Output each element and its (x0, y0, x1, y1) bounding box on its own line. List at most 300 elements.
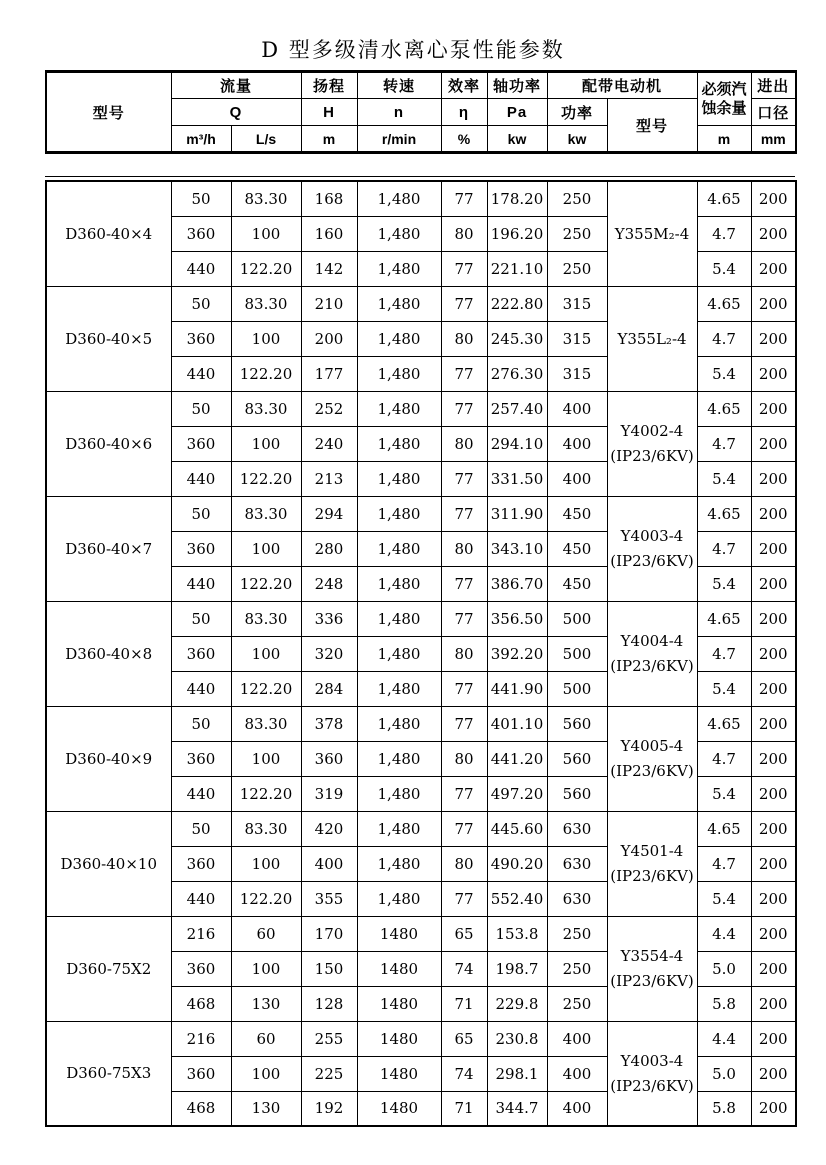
speed-cell: 1480 (357, 986, 441, 1021)
flow-m3h-cell: 440 (171, 881, 231, 916)
head-cell: 192 (301, 1091, 357, 1126)
header-motor-power-unit: kw (547, 126, 607, 153)
head-cell: 170 (301, 916, 357, 951)
flow-ls-cell: 122.20 (231, 881, 301, 916)
efficiency-cell: 80 (441, 846, 487, 881)
flow-m3h-cell: 360 (171, 636, 231, 671)
shaft-power-cell: 298.1 (487, 1056, 547, 1091)
header-port-line1: 进出 (751, 72, 796, 99)
motor-power-cell: 500 (547, 636, 607, 671)
speed-cell: 1,480 (357, 881, 441, 916)
port-cell: 200 (751, 181, 796, 216)
port-cell: 200 (751, 846, 796, 881)
pump-model-cell: D360-40×7 (46, 496, 171, 601)
header-pump-model: 型号 (46, 72, 171, 153)
efficiency-cell: 77 (441, 181, 487, 216)
pump-model-cell: D360-75X3 (46, 1021, 171, 1126)
shaft-power-cell: 441.90 (487, 671, 547, 706)
table-row (46, 181, 796, 216)
flow-ls-cell: 100 (231, 636, 301, 671)
flow-m3h-cell: 50 (171, 181, 231, 216)
speed-cell: 1,480 (357, 741, 441, 776)
shaft-power-cell: 331.50 (487, 461, 547, 496)
motor-name: Y3554-4 (620, 947, 684, 965)
speed-cell: 1480 (357, 1091, 441, 1126)
efficiency-cell: 80 (441, 426, 487, 461)
efficiency-cell: 74 (441, 1056, 487, 1091)
motor-power-cell: 450 (547, 566, 607, 601)
header-shaft-power-unit: kw (487, 126, 547, 153)
speed-cell: 1480 (357, 1021, 441, 1056)
speed-cell: 1,480 (357, 776, 441, 811)
npsh-cell: 4.65 (697, 496, 751, 531)
motor-power-cell: 250 (547, 986, 607, 1021)
efficiency-cell: 77 (441, 881, 487, 916)
npsh-cell: 4.65 (697, 601, 751, 636)
motor-power-cell: 250 (547, 251, 607, 286)
motor-power-cell: 315 (547, 356, 607, 391)
flow-ls-cell: 60 (231, 916, 301, 951)
port-cell: 200 (751, 531, 796, 566)
port-cell: 200 (751, 496, 796, 531)
flow-ls-cell: 83.30 (231, 601, 301, 636)
speed-cell: 1480 (357, 1056, 441, 1091)
head-cell: 248 (301, 566, 357, 601)
port-cell: 200 (751, 1091, 796, 1126)
flow-ls-cell: 122.20 (231, 776, 301, 811)
motor-power-cell: 250 (547, 216, 607, 251)
motor-power-cell: 315 (547, 321, 607, 356)
npsh-cell: 4.7 (697, 216, 751, 251)
npsh-cell: 5.0 (697, 951, 751, 986)
header-speed-symbol: n (357, 99, 441, 126)
speed-cell: 1,480 (357, 496, 441, 531)
motor-note: (IP23/6KV) (610, 972, 694, 990)
flow-m3h-cell: 440 (171, 776, 231, 811)
speed-cell: 1,480 (357, 706, 441, 741)
shaft-power-cell: 153.8 (487, 916, 547, 951)
port-cell: 200 (751, 951, 796, 986)
speed-cell: 1,480 (357, 531, 441, 566)
shaft-power-cell: 294.10 (487, 426, 547, 461)
efficiency-cell: 77 (441, 391, 487, 426)
port-cell: 200 (751, 741, 796, 776)
flow-m3h-cell: 50 (171, 601, 231, 636)
port-cell: 200 (751, 286, 796, 321)
motor-power-cell: 560 (547, 741, 607, 776)
efficiency-cell: 80 (441, 741, 487, 776)
pump-model-cell: D360-40×4 (46, 181, 171, 286)
header-efficiency-unit: % (441, 126, 487, 153)
npsh-cell: 5.4 (697, 776, 751, 811)
port-cell: 200 (751, 321, 796, 356)
pump-model-cell: D360-40×5 (46, 286, 171, 391)
motor-model-cell (607, 1021, 697, 1126)
head-cell: 400 (301, 846, 357, 881)
efficiency-cell: 77 (441, 671, 487, 706)
efficiency-cell: 77 (441, 566, 487, 601)
motor-name: Y4003-4 (620, 1051, 684, 1070)
header-flow: 流量 (171, 72, 301, 99)
header-port-unit: mm (751, 126, 796, 153)
npsh-cell: 4.7 (697, 426, 751, 461)
port-cell: 200 (751, 706, 796, 741)
motor-note: (IP23/6KV) (610, 1076, 694, 1095)
motor-note: (IP23/6KV) (610, 762, 694, 780)
flow-ls-cell: 122.20 (231, 461, 301, 496)
motor-model-cell (607, 601, 697, 706)
flow-ls-cell: 100 (231, 1056, 301, 1091)
efficiency-cell: 74 (441, 951, 487, 986)
motor-model-cell (607, 706, 697, 811)
head-cell: 150 (301, 951, 357, 986)
flow-m3h-cell: 440 (171, 356, 231, 391)
shaft-power-cell: 386.70 (487, 566, 547, 601)
flow-m3h-cell: 50 (171, 496, 231, 531)
table-row (46, 601, 796, 636)
motor-power-cell: 500 (547, 671, 607, 706)
speed-cell: 1480 (357, 916, 441, 951)
motor-power-cell: 250 (547, 951, 607, 986)
motor-name: Y4005-4 (620, 737, 684, 755)
shaft-power-cell: 552.40 (487, 881, 547, 916)
shaft-power-cell: 445.60 (487, 811, 547, 846)
motor-model-cell (607, 181, 697, 286)
motor-model-cell (607, 811, 697, 916)
npsh-cell: 5.4 (697, 251, 751, 286)
head-cell: 240 (301, 426, 357, 461)
flow-m3h-cell: 50 (171, 706, 231, 741)
table-row (46, 286, 796, 321)
npsh-cell: 5.8 (697, 986, 751, 1021)
efficiency-cell: 77 (441, 776, 487, 811)
motor-power-cell: 250 (547, 181, 607, 216)
data-table-wrapper (45, 176, 795, 1127)
port-cell: 200 (751, 391, 796, 426)
port-cell: 200 (751, 881, 796, 916)
motor-power-cell: 250 (547, 916, 607, 951)
header-table (45, 70, 797, 154)
speed-cell: 1,480 (357, 286, 441, 321)
npsh-cell: 4.65 (697, 811, 751, 846)
port-cell: 200 (751, 1021, 796, 1056)
motor-power-cell: 450 (547, 531, 607, 566)
shaft-power-cell: 392.20 (487, 636, 547, 671)
header-speed: 转速 (357, 72, 441, 99)
flow-m3h-cell: 360 (171, 951, 231, 986)
head-cell: 255 (301, 1021, 357, 1056)
flow-m3h-cell: 440 (171, 671, 231, 706)
npsh-cell: 4.7 (697, 636, 751, 671)
speed-cell: 1,480 (357, 251, 441, 286)
motor-power-cell: 400 (547, 1021, 607, 1056)
table-row (46, 706, 796, 741)
flow-m3h-cell: 360 (171, 846, 231, 881)
efficiency-cell: 71 (441, 986, 487, 1021)
shaft-power-cell: 356.50 (487, 601, 547, 636)
head-cell: 294 (301, 496, 357, 531)
pump-model-cell: D360-40×10 (46, 811, 171, 916)
motor-power-cell: 500 (547, 601, 607, 636)
speed-cell: 1,480 (357, 566, 441, 601)
motor-name: Y4002-4 (620, 422, 684, 440)
speed-cell: 1,480 (357, 356, 441, 391)
data-table (45, 180, 797, 1127)
flow-ls-cell: 100 (231, 741, 301, 776)
flow-ls-cell: 122.20 (231, 566, 301, 601)
flow-ls-cell: 83.30 (231, 811, 301, 846)
header-row-1 (46, 72, 796, 99)
motor-power-cell: 630 (547, 846, 607, 881)
head-cell: 336 (301, 601, 357, 636)
port-cell: 200 (751, 216, 796, 251)
npsh-cell: 5.0 (697, 1056, 751, 1091)
head-cell: 284 (301, 671, 357, 706)
npsh-cell: 4.65 (697, 706, 751, 741)
head-cell: 177 (301, 356, 357, 391)
shaft-power-cell: 311.90 (487, 496, 547, 531)
motor-name: Y4501-4 (620, 842, 684, 860)
shaft-power-cell: 344.7 (487, 1091, 547, 1126)
flow-ls-cell: 122.20 (231, 251, 301, 286)
motor-name: Y355L₂-4 (617, 329, 687, 348)
head-cell: 128 (301, 986, 357, 1021)
npsh-cell: 5.4 (697, 461, 751, 496)
head-cell: 168 (301, 181, 357, 216)
npsh-cell: 4.7 (697, 846, 751, 881)
header-speed-unit: r/min (357, 126, 441, 153)
npsh-cell: 4.65 (697, 391, 751, 426)
motor-note: (IP23/6KV) (610, 447, 694, 465)
table-row (46, 496, 796, 531)
page-title: D 型多级清水离心泵性能参数 (261, 38, 565, 62)
speed-cell: 1,480 (357, 461, 441, 496)
head-cell: 252 (301, 391, 357, 426)
motor-note: (IP23/6KV) (610, 657, 694, 675)
flow-ls-cell: 83.30 (231, 181, 301, 216)
shaft-power-cell: 257.40 (487, 391, 547, 426)
flow-m3h-cell: 360 (171, 426, 231, 461)
head-cell: 225 (301, 1056, 357, 1091)
speed-cell: 1,480 (357, 601, 441, 636)
flow-m3h-cell: 360 (171, 531, 231, 566)
port-cell: 200 (751, 671, 796, 706)
table-row (46, 391, 796, 426)
head-cell: 210 (301, 286, 357, 321)
head-cell: 355 (301, 881, 357, 916)
flow-ls-cell: 100 (231, 426, 301, 461)
port-cell: 200 (751, 916, 796, 951)
shaft-power-cell: 222.80 (487, 286, 547, 321)
table-row (46, 916, 796, 951)
head-cell: 213 (301, 461, 357, 496)
flow-m3h-cell: 440 (171, 251, 231, 286)
speed-cell: 1,480 (357, 216, 441, 251)
speed-cell: 1,480 (357, 671, 441, 706)
head-cell: 320 (301, 636, 357, 671)
shaft-power-cell: 229.8 (487, 986, 547, 1021)
flow-ls-cell: 83.30 (231, 391, 301, 426)
npsh-cell: 5.8 (697, 1091, 751, 1126)
table-row (46, 811, 796, 846)
header-shaft-power: 轴功率 (487, 72, 547, 99)
shaft-power-cell: 221.10 (487, 251, 547, 286)
header-efficiency-symbol: η (441, 99, 487, 126)
efficiency-cell: 80 (441, 321, 487, 356)
npsh-cell: 4.7 (697, 741, 751, 776)
speed-cell: 1,480 (357, 181, 441, 216)
header-efficiency: 效率 (441, 72, 487, 99)
npsh-cell: 5.4 (697, 356, 751, 391)
port-cell: 200 (751, 251, 796, 286)
port-cell: 200 (751, 1056, 796, 1091)
motor-note: (IP23/6KV) (610, 867, 694, 885)
port-cell: 200 (751, 356, 796, 391)
flow-ls-cell: 100 (231, 216, 301, 251)
flow-m3h-cell: 360 (171, 321, 231, 356)
head-cell: 200 (301, 321, 357, 356)
flow-ls-cell: 100 (231, 531, 301, 566)
npsh-cell: 4.7 (697, 321, 751, 356)
speed-cell: 1,480 (357, 426, 441, 461)
flow-m3h-cell: 360 (171, 1056, 231, 1091)
flow-ls-cell: 122.20 (231, 356, 301, 391)
motor-power-cell: 400 (547, 1091, 607, 1126)
npsh-cell: 5.4 (697, 566, 751, 601)
npsh-cell: 4.65 (697, 181, 751, 216)
port-cell: 200 (751, 811, 796, 846)
motor-power-cell: 400 (547, 426, 607, 461)
efficiency-cell: 65 (441, 1021, 487, 1056)
flow-m3h-cell: 360 (171, 216, 231, 251)
motor-note: (IP23/6KV) (610, 552, 694, 570)
motor-power-cell: 560 (547, 706, 607, 741)
motor-power-cell: 400 (547, 461, 607, 496)
shaft-power-cell: 276.30 (487, 356, 547, 391)
efficiency-cell: 77 (441, 601, 487, 636)
motor-model-cell (607, 916, 697, 1021)
shaft-power-cell: 230.8 (487, 1021, 547, 1056)
header-npsh-line1: 必须汽 (701, 81, 747, 98)
header-head-unit: m (301, 126, 357, 153)
head-cell: 378 (301, 706, 357, 741)
motor-model-cell (607, 286, 697, 391)
flow-m3h-cell: 50 (171, 391, 231, 426)
flow-m3h-cell: 468 (171, 986, 231, 1021)
efficiency-cell: 80 (441, 216, 487, 251)
header-head-symbol: H (301, 99, 357, 126)
flow-ls-cell: 60 (231, 1021, 301, 1056)
speed-cell: 1,480 (357, 636, 441, 671)
port-cell: 200 (751, 776, 796, 811)
efficiency-cell: 77 (441, 461, 487, 496)
flow-m3h-cell: 468 (171, 1091, 231, 1126)
efficiency-cell: 65 (441, 916, 487, 951)
npsh-cell: 4.7 (697, 531, 751, 566)
shaft-power-cell: 196.20 (487, 216, 547, 251)
flow-ls-cell: 130 (231, 986, 301, 1021)
motor-name: Y355M₂-4 (614, 224, 690, 243)
header-shaft-power-symbol: Pa (487, 99, 547, 126)
speed-cell: 1480 (357, 951, 441, 986)
header-npsh-line2: 蚀余量 (701, 100, 747, 117)
npsh-cell: 4.65 (697, 286, 751, 321)
header-head: 扬程 (301, 72, 357, 99)
port-cell: 200 (751, 461, 796, 496)
efficiency-cell: 77 (441, 251, 487, 286)
motor-power-cell: 630 (547, 811, 607, 846)
flow-m3h-cell: 50 (171, 286, 231, 321)
flow-m3h-cell: 360 (171, 741, 231, 776)
shaft-power-cell: 490.20 (487, 846, 547, 881)
npsh-cell: 4.4 (697, 916, 751, 951)
speed-cell: 1,480 (357, 321, 441, 356)
table-row (46, 1021, 796, 1056)
flow-m3h-cell: 440 (171, 461, 231, 496)
header-port-line2: 口径 (751, 99, 796, 126)
motor-power-cell: 560 (547, 776, 607, 811)
head-cell: 319 (301, 776, 357, 811)
efficiency-cell: 77 (441, 706, 487, 741)
pump-model-cell: D360-40×8 (46, 601, 171, 706)
motor-power-cell: 315 (547, 286, 607, 321)
flow-m3h-cell: 216 (171, 916, 231, 951)
npsh-cell: 5.4 (697, 671, 751, 706)
shaft-power-cell: 441.20 (487, 741, 547, 776)
header-motor-model: 型号 (607, 99, 697, 153)
shaft-power-cell: 198.7 (487, 951, 547, 986)
motor-name: Y4004-4 (620, 632, 684, 650)
shaft-power-cell: 401.10 (487, 706, 547, 741)
motor-power-cell: 400 (547, 391, 607, 426)
shaft-power-cell: 245.30 (487, 321, 547, 356)
speed-cell: 1,480 (357, 811, 441, 846)
efficiency-cell: 80 (441, 636, 487, 671)
header-flow-unit-m3h: m³/h (171, 126, 231, 153)
flow-ls-cell: 83.30 (231, 706, 301, 741)
flow-m3h-cell: 216 (171, 1021, 231, 1056)
pump-model-cell: D360-40×6 (46, 391, 171, 496)
efficiency-cell: 77 (441, 496, 487, 531)
header-motor-power: 功率 (547, 99, 607, 126)
head-cell: 280 (301, 531, 357, 566)
port-cell: 200 (751, 601, 796, 636)
flow-ls-cell: 100 (231, 951, 301, 986)
speed-cell: 1,480 (357, 391, 441, 426)
pump-model-cell: D360-75X2 (46, 916, 171, 1021)
pump-model-cell: D360-40×9 (46, 706, 171, 811)
head-cell: 420 (301, 811, 357, 846)
head-cell: 142 (301, 251, 357, 286)
motor-model-cell (607, 496, 697, 601)
motor-power-cell: 630 (547, 881, 607, 916)
header-motor: 配带电动机 (547, 72, 697, 99)
port-cell: 200 (751, 426, 796, 461)
shaft-power-cell: 343.10 (487, 531, 547, 566)
shaft-power-cell: 497.20 (487, 776, 547, 811)
npsh-cell: 4.4 (697, 1021, 751, 1056)
header-npsh-unit: m (697, 126, 751, 153)
head-cell: 160 (301, 216, 357, 251)
flow-ls-cell: 100 (231, 321, 301, 356)
header-npsh (697, 72, 751, 126)
port-cell: 200 (751, 986, 796, 1021)
flow-ls-cell: 83.30 (231, 496, 301, 531)
shaft-power-cell: 178.20 (487, 181, 547, 216)
flow-ls-cell: 130 (231, 1091, 301, 1126)
motor-power-cell: 450 (547, 496, 607, 531)
efficiency-cell: 80 (441, 531, 487, 566)
